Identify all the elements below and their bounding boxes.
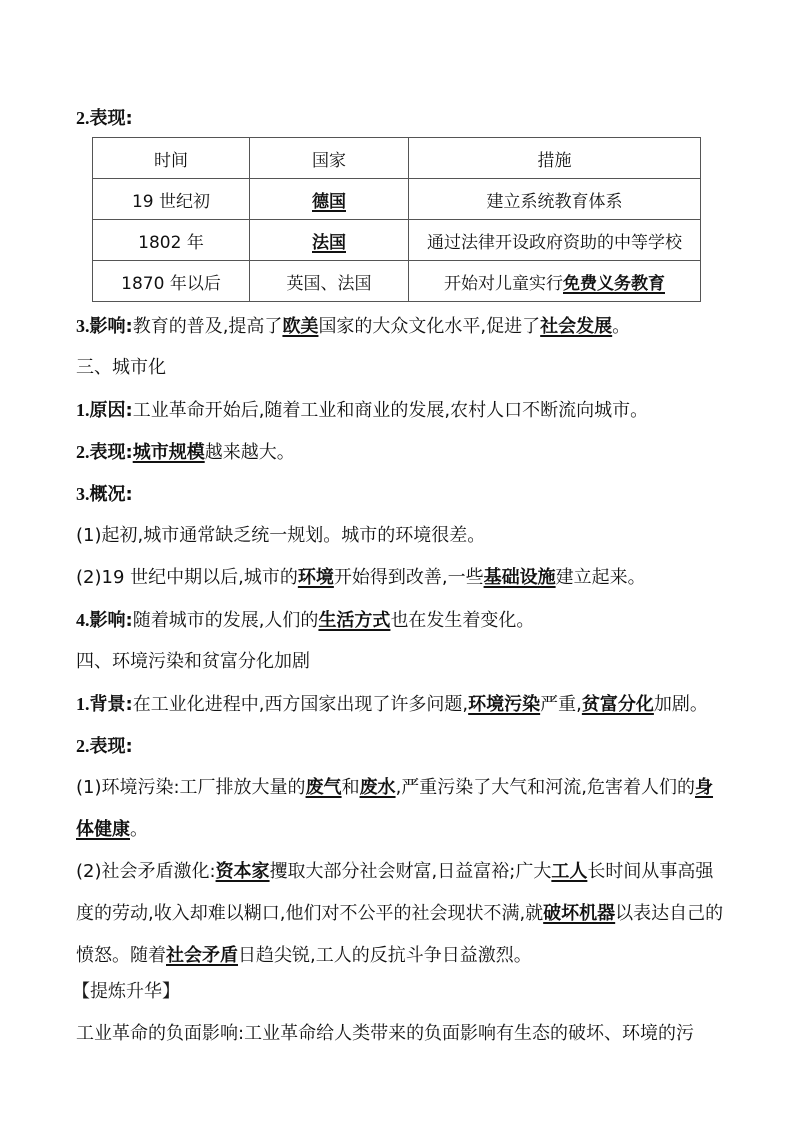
cell-country <box>250 179 409 220</box>
urban-overview-heading: 3.概况: <box>76 484 133 505</box>
key-term: 基础设施 <box>483 567 556 588</box>
urban-influence: 4.影响:随着城市的发展,人们的生活方式也在发生着变化。 <box>76 610 535 631</box>
key-term: 环境 <box>297 567 334 588</box>
key-term: 环境污染 <box>468 694 541 715</box>
key-term: 城市规模 <box>132 442 205 463</box>
key-term: 欧美 <box>282 316 319 337</box>
key-term: 生活方式 <box>318 610 391 631</box>
social-contradiction: (2)社会矛盾激化:资本家攫取大部分社会财富,日益富裕;广大工人长时间从事高强度的劳动,收入却难以糊口,他们对不公平的社会现状不满,就破坏机器以表达自己的愤怒。随着社会矛盾日趋尖锐,工人的反抗斗争日益激烈。 <box>76 861 724 966</box>
key-term: 破坏机器 <box>543 903 616 924</box>
table-row <box>93 261 701 302</box>
pollution-manifestation-heading: 2.表现: <box>76 736 133 757</box>
cell-country <box>250 220 409 261</box>
key-term: 贫富分化 <box>581 694 654 715</box>
cell-measure: 开始对儿童实行免费义务教育 <box>409 261 701 302</box>
part-3-title: 三、城市化 <box>76 357 166 378</box>
urban-overview-2: (2)19 世纪中期以后,城市的环境开始得到改善,一些基础设施建立起来。 <box>76 567 646 588</box>
part-4-title: 四、环境污染和贫富分化加剧 <box>76 651 310 672</box>
urban-overview-1: (1)起初,城市通常缺乏统一规划。城市的环境很差。 <box>76 525 486 546</box>
key-term: 身体健康 <box>76 777 714 840</box>
summary-text: 工业革命的负面影响:工业革命给人类带来的负面影响有生态的破坏、环境的污 <box>76 1023 695 1044</box>
key-term: 工人 <box>551 861 588 882</box>
cell-time: 19 世纪初 <box>93 179 250 220</box>
refine-tag: 【提炼升华】 <box>72 981 180 1002</box>
key-term: 社会矛盾 <box>166 945 238 966</box>
header-country: 国家 <box>250 138 409 179</box>
key-term: 废水 <box>359 777 396 798</box>
education-table <box>92 137 701 302</box>
header-time: 时间 <box>93 138 250 179</box>
cell-time: 1870 年以后 <box>93 261 250 302</box>
cell-country: 英国、法国 <box>250 261 409 302</box>
urban-manifestation: 2.表现:城市规模越来越大。 <box>76 442 295 463</box>
key-term: 法国 <box>312 232 346 253</box>
table-row <box>93 220 701 261</box>
header-measure: 措施 <box>409 138 701 179</box>
cell-time: 1802 年 <box>93 220 250 261</box>
section-number: 2. <box>76 108 90 128</box>
pollution-background: 1.背景:在工业化进程中,西方国家出现了许多问题,环境污染严重,贫富分化加剧。 <box>76 694 708 715</box>
key-term: 德国 <box>312 191 346 212</box>
key-term: 社会发展 <box>540 316 613 337</box>
table-row <box>93 179 701 220</box>
cell-measure: 通过法律开设政府资助的中等学校 <box>409 220 701 261</box>
urban-cause: 1.原因:工业革命开始后,随着工业和商业的发展,农村人口不断流向城市。 <box>76 400 649 421</box>
key-term: 免费义务教育 <box>563 273 665 294</box>
cell-measure: 建立系统教育体系 <box>409 179 701 220</box>
section-label: 表现: <box>89 108 133 129</box>
key-term: 废气 <box>305 777 342 798</box>
section-3-influence: 3.影响:教育的普及,提高了欧美国家的大众文化水平,促进了社会发展。 <box>76 316 631 337</box>
table-header-row <box>93 138 701 179</box>
environmental-pollution: (1)环境污染:工厂排放大量的废气和废水,严重污染了大气和河流,危害着人们的身体健康。 <box>76 777 714 840</box>
key-term: 资本家 <box>215 861 270 882</box>
section-2-heading <box>76 105 724 132</box>
